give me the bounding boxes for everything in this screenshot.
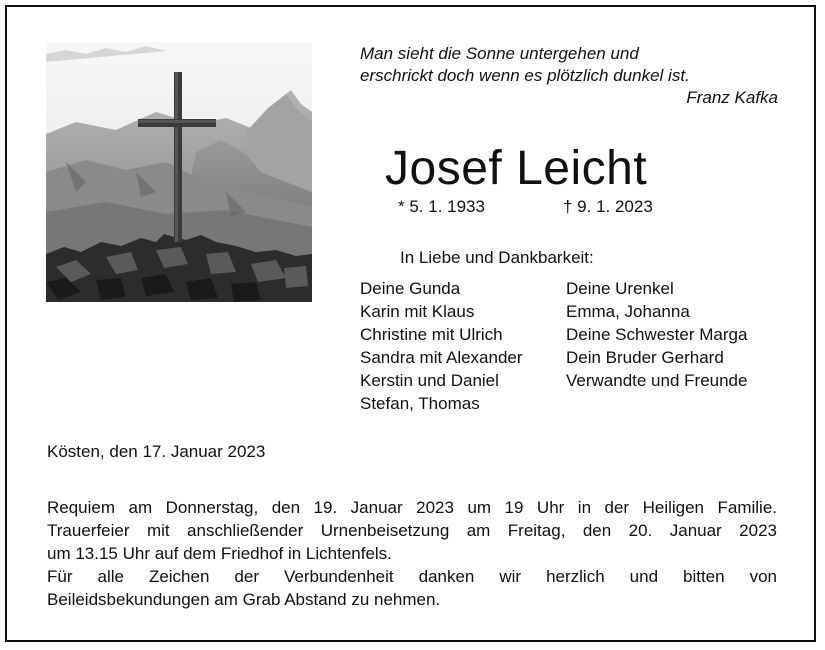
quote-line: erschrickt doch wenn es plötzlich dunkel ist. [360,66,690,85]
gratitude-line: In Liebe und Dankbarkeit: [400,248,594,267]
mourners-left-column [360,277,523,415]
details-line: um 13.15 Uhr auf dem Friedhof in Lichtenfels. [47,544,392,563]
quote-line: Man sieht die Sonne untergehen und [360,44,639,63]
mourner-item: Stefan, Thomas [360,394,480,413]
mourner-item: Kerstin und Daniel [360,371,499,390]
mountain-cross-icon [46,42,312,302]
birth-date: * 5. 1. 1933 [398,197,485,216]
details-line: Für alle Zeichen der Verbundenheit danken wir herzlich und bitten von [47,567,777,586]
details-line: Beileidsbekundungen am Grab Abstand zu nehmen. [47,590,441,609]
service-details [47,496,777,611]
mourner-item: Dein Bruder Gerhard [566,348,724,367]
mourner-item: Christine mit Ulrich [360,325,503,344]
deceased-name: Josef Leicht [385,142,648,195]
death-date: † 9. 1. 2023 [563,197,653,216]
details-line: Requiem am Donnerstag, den 19. Januar 2023 um 19 Uhr in der Heiligen Familie. [47,498,777,517]
mourner-item: Karin mit Klaus [360,302,475,321]
mourner-item: Deine Gunda [360,279,461,298]
place-date: Kösten, den 17. Januar 2023 [47,442,266,461]
quote-author: Franz Kafka [686,88,778,107]
mourners-right-column [566,277,747,392]
mourner-item: Verwandte und Freunde [566,371,748,390]
mourner-item: Emma, Johanna [566,302,690,321]
mourner-item: Sandra mit Alexander [360,348,523,367]
details-line: Trauerfeier mit anschließender Urnenbeisetzung am Freitag, den 20. Januar 2023 [47,521,777,540]
quote-block [360,43,780,109]
mourner-item: Deine Urenkel [566,279,674,298]
mourner-item: Deine Schwester Marga [566,325,748,344]
summit-cross-photo [46,42,312,302]
